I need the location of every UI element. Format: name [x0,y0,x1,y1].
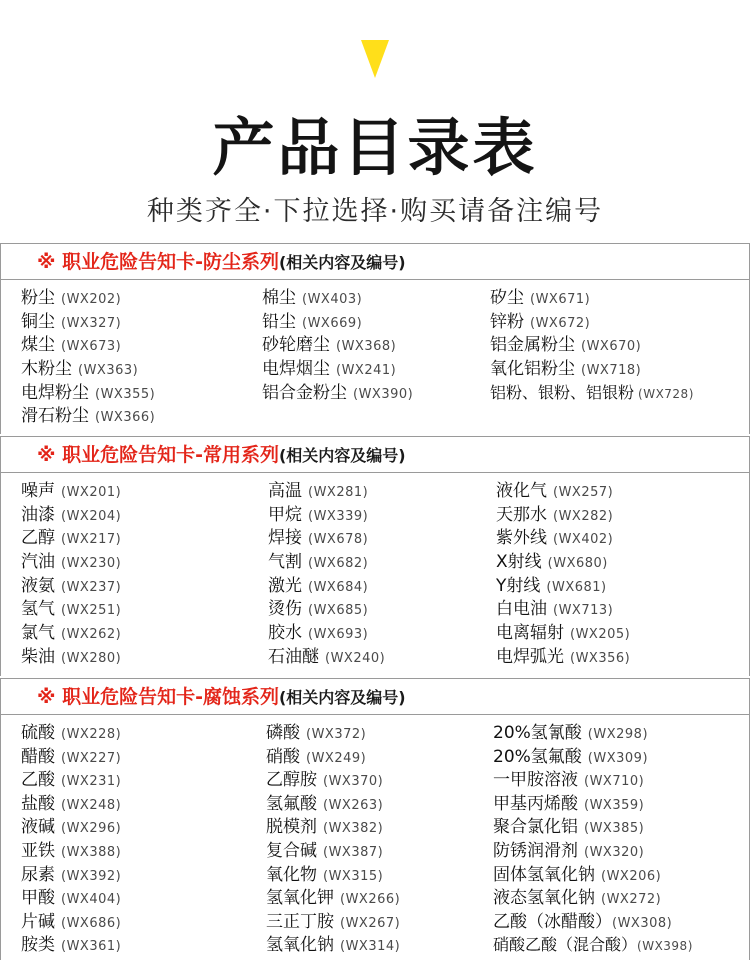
item-code: (WX398) [637,939,693,954]
item-code: (WX385) [584,821,645,837]
section-title: ※ 职业危险告知卡-腐蚀系列 [37,686,279,708]
item-name: 氯气 [21,623,55,644]
item-code: (WX387) [323,844,384,860]
item-name: 激光 [268,575,302,596]
catalog-item [493,768,693,792]
section-title: ※ 职业危险告知卡-防尘系列 [37,251,279,273]
item-name: 高温 [268,481,302,501]
item-name: 氧化铝粉尘 [490,359,575,380]
catalog-item [266,863,400,887]
catalog-item [21,503,121,527]
item-code: (WX314) [340,939,401,955]
item-name: 气割 [268,552,302,573]
item-name: 固体氢氧化钠 [493,864,595,885]
catalog-item [21,597,121,621]
item-name: Y射线 [496,575,541,596]
down-arrow-icon [361,40,389,78]
catalog-item [490,381,694,405]
item-name: 铜尘 [21,311,55,332]
item-code: (WX217) [61,532,122,548]
catalog-item [268,550,385,574]
item-code: (WX678) [308,532,369,548]
catalog-item [496,621,630,645]
catalog-item [493,745,693,769]
item-name: 氢气 [21,599,55,620]
catalog-item [21,404,155,428]
item-name: 氢氧化钠 [266,935,334,956]
catalog-item [21,863,121,887]
section-note: (相关内容及编号) [278,446,406,465]
catalog-item [266,792,400,816]
catalog-item [21,910,121,934]
item-code: (WX240) [325,650,386,666]
catalog-item [490,310,694,334]
item-code: (WX685) [308,603,369,619]
item-name: 液碱 [21,817,55,838]
item-name: 滑石粉尘 [21,406,89,427]
item-code: (WX231) [61,774,122,790]
catalog-item [493,933,693,957]
item-name: 20%氢氟酸 [493,746,582,767]
item-code: (WX388) [61,844,122,860]
catalog-item [493,792,693,816]
catalog-item [493,839,693,863]
item-name: 片碱 [21,911,55,932]
item-code: (WX355) [95,386,156,402]
catalog-item [21,768,121,792]
item-code: (WX320) [584,844,645,860]
item-name: 白电油 [496,599,547,620]
section-header [1,244,750,280]
item-name: 粉尘 [21,288,55,308]
item-code: (WX403) [302,292,363,307]
item-name: 电焊弧光 [496,646,564,667]
section-title: ※ 职业危险告知卡-常用系列 [37,444,279,466]
item-code: (WX272) [601,892,662,908]
section-header [1,437,750,473]
catalog-item [262,333,413,357]
item-code: (WX205) [570,627,631,643]
item-code: (WX684) [308,579,369,595]
catalog-item [21,721,121,745]
catalog-item [262,381,413,405]
item-code: (WX718) [581,363,642,379]
item-code: (WX248) [61,797,122,813]
item-name: 乙酸（冰醋酸） [493,911,612,932]
catalog-column [496,479,630,669]
catalog-item [21,286,155,310]
item-code: (WX327) [61,315,122,331]
item-name: 亚铁 [21,840,55,861]
catalog-item [262,286,413,310]
catalog-item [21,310,155,334]
item-name: 磷酸 [266,723,300,743]
item-name: 油漆 [21,504,55,525]
item-name: 煤尘 [21,335,55,356]
item-name: 石油醚 [268,646,319,667]
item-code: (WX281) [308,485,369,500]
item-code: (WX728) [638,386,694,401]
item-name: 矽尘 [490,288,524,308]
catalog-item [496,550,630,574]
catalog-item [21,357,155,381]
item-code: (WX228) [61,727,122,742]
item-name: 电焊粉尘 [21,382,89,403]
item-code: (WX308) [612,915,673,931]
item-name: 硝酸 [266,746,300,767]
catalog-item [496,479,630,503]
item-code: (WX227) [61,750,122,766]
catalog-item [21,933,121,957]
item-code: (WX686) [61,915,122,931]
item-name: 天那水 [496,504,547,525]
item-name: 烫伤 [268,599,302,620]
item-name: 乙酸 [21,770,55,791]
catalog-item [21,745,121,769]
item-code: (WX670) [581,339,642,355]
item-name: 电焊烟尘 [262,359,330,380]
item-name: 脱模剂 [266,817,317,838]
item-name: 聚合氯化铝 [493,817,578,838]
item-code: (WX249) [306,750,367,766]
item-name: 电离辐射 [496,623,564,644]
item-name: 液态氢氧化钠 [493,888,595,909]
item-name: 甲基丙烯酸 [493,793,578,814]
item-name: 甲烷 [268,504,302,525]
page-title: 产品目录表 [212,111,538,184]
catalog-item [493,815,693,839]
item-code: (WX204) [61,508,122,524]
item-code: (WX339) [308,508,369,524]
item-code: (WX262) [61,627,122,643]
item-name: 锌粉 [490,311,524,332]
item-name: 乙醇 [21,528,55,549]
catalog-item [490,333,694,357]
item-code: (WX673) [61,339,122,355]
catalog-item [268,479,385,503]
section-note: (相关内容及编号) [278,253,406,272]
item-name: 尿素 [21,864,55,885]
item-code: (WX680) [547,556,608,572]
item-code: (WX251) [61,603,122,619]
item-name: 汽油 [21,552,55,573]
catalog-item [21,574,121,598]
item-name: 氢氟酸 [266,793,317,814]
catalog-column [21,721,121,957]
item-name: 氢氧化钾 [266,888,334,909]
item-code: (WX315) [323,868,384,884]
catalog-item [266,745,400,769]
item-code: (WX392) [61,868,122,884]
catalog-item [266,839,400,863]
item-name: 硝酸乙酸（混合酸） [493,935,638,955]
item-name: 复合碱 [266,840,317,861]
catalog-column [266,721,400,957]
section-common [0,436,750,676]
item-code: (WX266) [340,892,401,908]
item-code: (WX201) [61,485,122,500]
item-name: 紫外线 [496,528,547,549]
item-name: 铝合金粉尘 [262,382,347,403]
item-code: (WX681) [546,579,607,595]
item-code: (WX280) [61,650,122,666]
catalog-item [268,621,385,645]
item-code: (WX363) [78,363,139,379]
catalog-item [21,550,121,574]
item-name: 硫酸 [21,723,55,743]
catalog-item [268,503,385,527]
item-name: 噪声 [21,481,55,501]
catalog-item [266,933,400,957]
item-name: 焊接 [268,528,302,549]
item-code: (WX267) [340,915,401,931]
item-name: 铝粉、银粉、铝银粉 [490,382,635,402]
item-code: (WX206) [601,868,662,884]
section-header [1,679,750,715]
item-code: (WX382) [323,821,384,837]
section-note: (相关内容及编号) [278,688,406,707]
item-code: (WX361) [61,939,122,955]
catalog-item [490,357,694,381]
item-code: (WX230) [61,556,122,572]
catalog-item [266,886,400,910]
page-subtitle: 种类齐全·下拉选择·购买请备注编号 [146,196,604,227]
item-code: (WX390) [353,386,414,402]
item-name: 20%氢氰酸 [493,723,582,743]
item-code: (WX309) [587,750,649,766]
item-code: (WX356) [570,650,631,666]
item-code: (WX370) [323,774,384,790]
item-name: 醋酸 [21,746,55,767]
catalog-item [268,526,385,550]
item-code: (WX257) [553,485,614,500]
section-dust [0,243,750,434]
catalog-item [21,381,155,405]
item-name: 乙醇胺 [266,770,317,791]
catalog-item [496,645,630,669]
item-name: 柴油 [21,646,55,667]
item-code: (WX298) [587,727,649,742]
catalog-item [268,597,385,621]
catalog-item [493,910,693,934]
catalog-item [496,503,630,527]
item-name: 胶水 [268,623,302,644]
catalog-item [490,286,694,310]
item-code: (WX404) [61,892,122,908]
catalog-item [496,574,630,598]
catalog-column [21,286,155,428]
item-code: (WX366) [95,410,156,426]
item-name: 胺类 [21,935,55,956]
item-code: (WX710) [584,774,645,790]
catalog-item [266,768,400,792]
catalog-item [21,526,121,550]
catalog-item [21,479,121,503]
item-name: 盐酸 [21,793,55,814]
section-corrosive [0,678,750,960]
catalog-column [493,721,693,957]
item-name: 三正丁胺 [266,911,334,932]
item-code: (WX368) [336,339,397,355]
item-name: 防锈润滑剂 [493,840,578,861]
item-code: (WX672) [530,315,591,331]
item-code: (WX296) [61,821,122,837]
item-code: (WX713) [553,603,614,619]
item-name: 铝金属粉尘 [490,335,575,356]
item-name: 铅尘 [262,311,296,332]
catalog-item [493,863,693,887]
item-name: 液氨 [21,575,55,596]
catalog-item [268,645,385,669]
catalog-item [266,815,400,839]
catalog-item [21,645,121,669]
catalog-item [268,574,385,598]
catalog-item [266,721,400,745]
catalog-item [262,357,413,381]
item-code: (WX359) [584,797,645,813]
catalog-item [21,815,121,839]
item-code: (WX693) [308,627,369,643]
item-name: 棉尘 [262,288,296,308]
item-name: 木粉尘 [21,359,72,380]
catalog-item [21,839,121,863]
catalog-item [493,886,693,910]
catalog-column [262,286,413,404]
item-name: 一甲胺溶液 [493,770,578,791]
catalog-item [21,621,121,645]
catalog-item [21,792,121,816]
item-code: (WX669) [302,315,363,331]
catalog-column [490,286,694,404]
item-name: 氧化物 [266,864,317,885]
item-code: (WX202) [61,292,122,307]
item-name: 砂轮磨尘 [262,335,330,356]
catalog-item [496,597,630,621]
catalog-item [493,721,693,745]
catalog-item [262,310,413,334]
catalog-item [21,886,121,910]
item-code: (WX402) [553,532,614,548]
item-code: (WX282) [553,508,614,524]
catalog-item [21,333,155,357]
item-code: (WX372) [306,727,367,742]
catalog-column [268,479,385,669]
item-name: 液化气 [496,481,547,501]
catalog-item [496,526,630,550]
item-code: (WX682) [308,556,369,572]
catalog-item [266,910,400,934]
item-code: (WX241) [336,363,397,379]
item-code: (WX671) [530,292,591,307]
item-code: (WX263) [323,797,384,813]
item-code: (WX237) [61,579,122,595]
catalog-column [21,479,121,669]
item-name: X射线 [496,552,542,573]
item-name: 甲酸 [21,888,55,909]
